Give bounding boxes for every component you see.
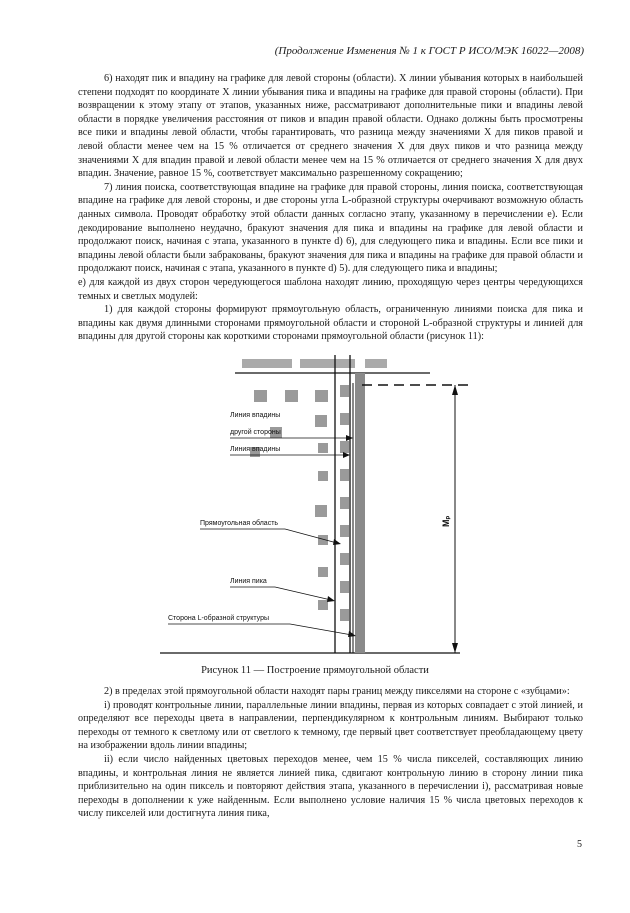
module-pattern bbox=[250, 390, 328, 610]
page-header: (Продолжение Изменения № 1 к ГОСТ Р ИСО/МЭК 16022—2008) bbox=[274, 45, 584, 57]
text-block-bottom bbox=[78, 685, 583, 821]
paragraph: е) для каждой из двух сторон чередующегося шаблона находят линию, проходящую через центры чередующихся темных и светлых модулей: bbox=[78, 276, 583, 302]
figure-caption: Рисунок 11 — Построение прямоугольной области bbox=[201, 665, 429, 676]
dimension-arrow-top bbox=[452, 385, 458, 395]
label-rect: Прямоугольная область bbox=[200, 520, 279, 527]
alternating-pattern bbox=[340, 385, 349, 621]
label-valley-other-1: Линия впадины bbox=[230, 412, 281, 419]
label-valley: Линия впадины bbox=[230, 446, 281, 453]
label-lside: Сторона L-образной структуры bbox=[168, 615, 270, 622]
dimension-arrow-bottom bbox=[452, 643, 458, 653]
l-structure-side bbox=[355, 373, 365, 653]
dimension-label: Mₚ bbox=[441, 515, 451, 527]
page-number: 5 bbox=[577, 839, 582, 850]
paragraph: 6) находят пик и впадину на графике для левой стороны (области). X линии убывания которых в наибольшей степени подходят по координате X линии убывания пика и впадины на графике для правой стороны (области). При возвращении к этому этапу от этапов, указанных ниже, рассматривают дополнительные пики и впадины левой области в порядке увеличения расстояния от пиков и впадин правой области. Однако должны быть просмотрены все пики и впадины левой области, чтобы гарантировать, что разница между значениями X для пиков правой и левой области менее чем на 15 % отличается от среднего значения X для двух пиков и что разница между значениями X для впадин правой и левой области менее чем на 15 % отличается от среднего значения X для двух впадин. Значение, равное 15 %, соответствует максимально разрешенному сокращению; bbox=[78, 73, 583, 180]
label-valley-other-2: другой стороны bbox=[230, 429, 281, 436]
top-band bbox=[242, 359, 387, 368]
paragraph: 1) для каждой стороны формируют прямоугольную область, ограниченную линиями поиска для пика и впадины как двумя длинными сторонами прямоугольной области и стороной L-образной структуры и линией для впадины для другой стороны как короткими сторонами прямоугольной области (рисунок 11): bbox=[78, 304, 583, 343]
paragraph: 7) линия поиска, соответствующая впадине на графике для правой стороны, линия поиска, соответствующая впадине на графике для левой стороны, и две стороны угла L-образной структуры очерчивают возможную область данных символа. Проводят обработку этой области данных согласно этапу, указанному в перечислении е). Если декодирование выполнено неудачно, бракуют значения для пика и впадины на графике для левой области и продолжают поиск, начиная с этапа, указанного в пункте d) 6), для следующего пика и впадины. Если все пики и впадины левой области были забракованы, бракуют значения для пика и впадины на графике для правой области и продолжают поиск, начиная с этапа, указанного в пункте d) 5). для следующего пика и впадины; bbox=[78, 181, 583, 275]
label-peak: Линия пика bbox=[230, 578, 267, 585]
figure-11 bbox=[150, 345, 480, 665]
paragraph: 2) в пределах этой прямоугольной области находят пары границ между пикселями на стороне с «зубцами»: bbox=[104, 686, 570, 697]
paragraph: i) проводят контрольные линии, параллельные линии впадины, первая из которых совпадает с этой линией, и определяют все переходы цвета в направлении, перпендикулярном к контрольным линиям. Выбирают только переходы от темного к светлому или от светлого к темному, где первый цвет соответствует преобладающему цвету на изображении вдоль линии впадины; bbox=[78, 699, 583, 752]
text-block-top bbox=[78, 72, 583, 344]
paragraph: ii) если число найденных цветовых переходов менее, чем 15 % числа пикселей, составляющих линию впадины, и контрольная линия не является линией пика, сдвигают контрольную линию в сторону линии пика приблизительно на один пиксель и повторяют действия этапа, указанного в перечислении i), рассматривая новые переходы в дополнении к уже найденным. Если выполнено условие наличия 15 % числа цветовых переходов к числу пикселей или достигнута линия пика, bbox=[78, 753, 583, 820]
